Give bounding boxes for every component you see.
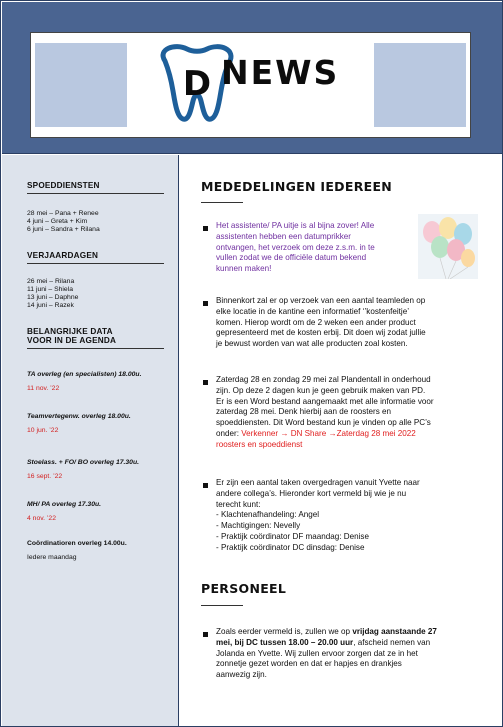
- header-band: [2, 2, 502, 154]
- share-path-link: Verkenner → DN Share →Zaterdag 28 mei 2022: [241, 428, 416, 438]
- logo-letter: D: [182, 64, 212, 104]
- logo-banner: [30, 32, 471, 138]
- birthday-line: 14 juni – Razek: [27, 302, 74, 309]
- bullet: [203, 380, 208, 385]
- spoed-line: 4 juni – Greta + Kim: [27, 218, 88, 225]
- agenda-item-date: 4 nov. ’22: [27, 515, 56, 522]
- agenda-item-date: 11 nov. ’22: [27, 385, 60, 392]
- banner-accent-right: [374, 43, 466, 127]
- section-rule: [201, 605, 243, 606]
- bullet: [203, 226, 208, 231]
- agenda-heading-line1: BELANGRIJKE DATA: [27, 327, 113, 336]
- bullet: [203, 301, 208, 306]
- logo-news-text: NEWS: [221, 53, 340, 92]
- agenda-item-label: MH/ PA overleg 17.30u.: [27, 501, 102, 508]
- share-path-link-cont: roosters en spoeddienst: [216, 439, 303, 449]
- balloons-image: [418, 214, 478, 279]
- agenda-item-label: Teamvertegenw. overleg 18.00u.: [27, 413, 131, 420]
- agenda-item-label: TA overleg (en specialisten) 18.00u.: [27, 371, 142, 378]
- agenda-heading-line2: VOOR IN DE AGENDA: [27, 336, 117, 345]
- agenda-item-date: 16 sept. ’22: [27, 473, 63, 480]
- plandentall-paragraph: Zaterdag 28 en zondag 29 mei zal Plandentall in onderhoud zijn. Op deze 2 dagen kun je geen gebruik maken van PD. Er is een Word bestand aangemaakt met alle informatie voor zaterdag 28 mei. Denk hierbij aan de roosters en spoeddiensten. Dit Word bestand kun je vinden op alle PC’s onder: Verkenner → DN Share →Zaterdag 28 mei 2022 roosters en spoeddienst: [216, 375, 434, 449]
- agenda-item-date: Iedere maandag: [27, 554, 77, 561]
- verjaardagen-heading: VERJAARDAGEN: [27, 251, 99, 260]
- agenda-item-label: Coördinatioren overleg 14.00u.: [27, 540, 127, 547]
- sidebar: [2, 155, 179, 727]
- kostenfeitje-paragraph: Binnenkort zal er op verzoek van een aantal teamleden op elke locatie in de kantine een informatief ‘’kostenfeitje’ komen. Hierop wordt om de 2 weken een ander product gepresenteerd met de kosten erbij. Dit doen wij zodat jullie je bewust worden van wat alle producten zoal kosten.: [216, 296, 426, 349]
- agenda-item-label: Stoelass. + FO/ BO overleg 17.30u.: [27, 459, 140, 466]
- afscheid-paragraph: Zoals eerder vermeld is, zullen we op vrijdag aanstaande 27 mei, bij DC tussen 18.00 – 20.00 uur, afscheid nemen van Jolanda en Yvette. Wij zullen ervoor zorgen dat ze in het zonnetje gezet worden en dat er hapjes en drankjes aanwezig zijn.: [216, 627, 437, 680]
- balloons-icon: [418, 214, 478, 279]
- taken-paragraph: Er zijn een aantal taken overgedragen vanuit Yvette naar andere collega’s. Hieronder kort vermeld bij wie je nu terecht kunt: - Klachtenafhandeling: Angel - Machtigingen: Nevelly - Praktijk coördinator DF maandag: Denise - Praktijk coördinator DC dinsdag: Denise: [216, 478, 420, 552]
- spoed-line: 6 juni – Sandra + Rilana: [27, 226, 100, 233]
- bullet: [203, 632, 208, 637]
- birthday-line: 13 juni – Daphne: [27, 294, 79, 301]
- heading-rule: [27, 263, 164, 264]
- main-content: [181, 155, 503, 727]
- bullet: [203, 483, 208, 488]
- section-rule: [201, 202, 243, 203]
- heading-rule: [27, 348, 164, 349]
- birthday-line: 26 mei – Rilana: [27, 278, 75, 285]
- spoed-line: 28 mei – Pana + Renee: [27, 210, 99, 217]
- uitje-paragraph: Het assistente/ PA uitje is al bijna zover! Alle assistenten hebben een datumprikker ontvangen, het verzoek om deze z.s.m. in te vullen zodat we de officiële datum bekend kunnen maken!: [216, 221, 375, 274]
- section-title-personeel: PERSONEEL: [201, 581, 287, 596]
- heading-rule: [27, 193, 164, 194]
- agenda-item-date: 10 jun. ’22: [27, 427, 59, 434]
- banner-accent-left: [35, 43, 127, 127]
- section-title-mededelingen: MEDEDELINGEN IEDEREEN: [201, 179, 393, 194]
- birthday-line: 11 juni – Shiela: [27, 286, 73, 293]
- spoeddiensten-heading: SPOEDDIENSTEN: [27, 181, 100, 190]
